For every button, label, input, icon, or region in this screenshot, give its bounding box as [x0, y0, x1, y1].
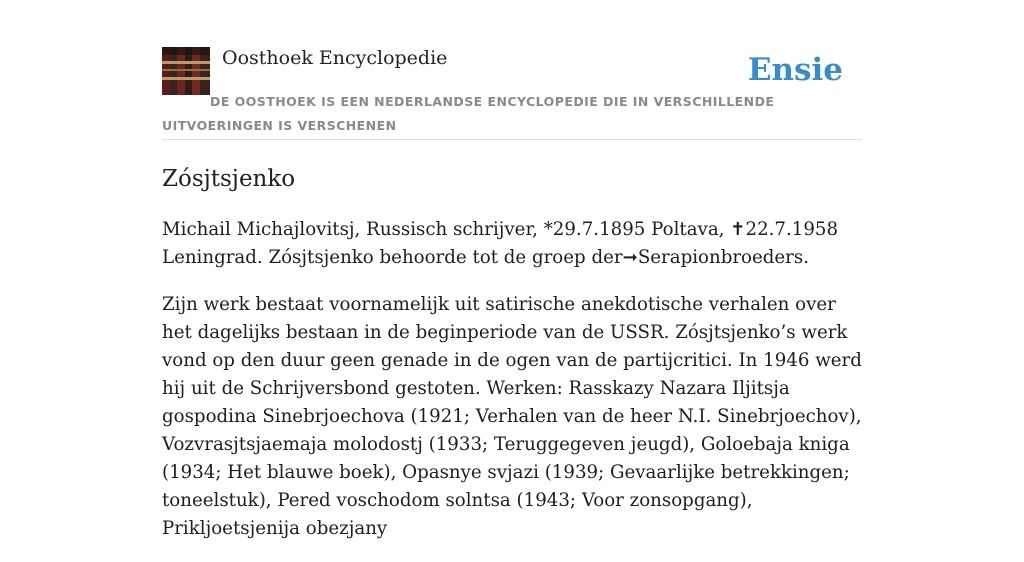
entry-paragraph-2: Zijn werk bestaat voornamelijk uit satirische anekdotische verhalen over het dagelijks bestaan in de beginperiode van de USSR. Zósjtsjenko’s werk vond op den duur geen genade in de ogen van de partijcritici. In 1946 werd hij uit de Schrijversbond gestoten. Werken: Rasskazy Nazara Iljitsja gospodina Sinebrjoechova (1921; Verhalen van de heer N.I. Sinebrjoechov), Vozvrasjtsjaemaja molodostj (1933; Teruggegeven jeugd), Goloebaja kniga (1934; Het blauwe boek), Opasnye svjazi (1939; Gevaarlijke betrekkingen; toneelstuk), Pered voschodom solntsa (1943; Voor zonsopgang), Prikljoetsjenija obezjany	[162, 294, 862, 539]
book-spines-icon	[162, 47, 210, 95]
site-title[interactable]: Oosthoek Encyclopedie	[222, 47, 448, 69]
intro-end: .	[803, 247, 809, 268]
entry-body	[162, 216, 862, 562]
serapionbroeders-link[interactable]: Serapionbroeders	[637, 247, 804, 268]
brand-logo[interactable]: Ensie	[747, 52, 843, 88]
intro-text-cont: 22.7.1958 Leningrad. Zósjtsjenko behoorde tot de groep der	[162, 219, 839, 268]
entry-paragraph-1	[162, 216, 862, 272]
intro-text: Michail Michajlovitsj, Russisch schrijver, *29.7.1895 Poltava,	[162, 219, 731, 240]
death-cross-icon: ✝	[730, 219, 746, 240]
header-divider	[162, 139, 862, 140]
site-avatar[interactable]	[162, 47, 210, 95]
site-tagline: DE OOSTHOEK IS EEN NEDERLANDSE ENCYCLOPEDIE DIE IN VERSCHILLENDE UITVOERINGEN IS VERSCHENEN	[162, 94, 775, 133]
arrow-right-icon: ➞	[622, 247, 638, 268]
entry-title: Zósjtsjenko	[162, 166, 296, 192]
